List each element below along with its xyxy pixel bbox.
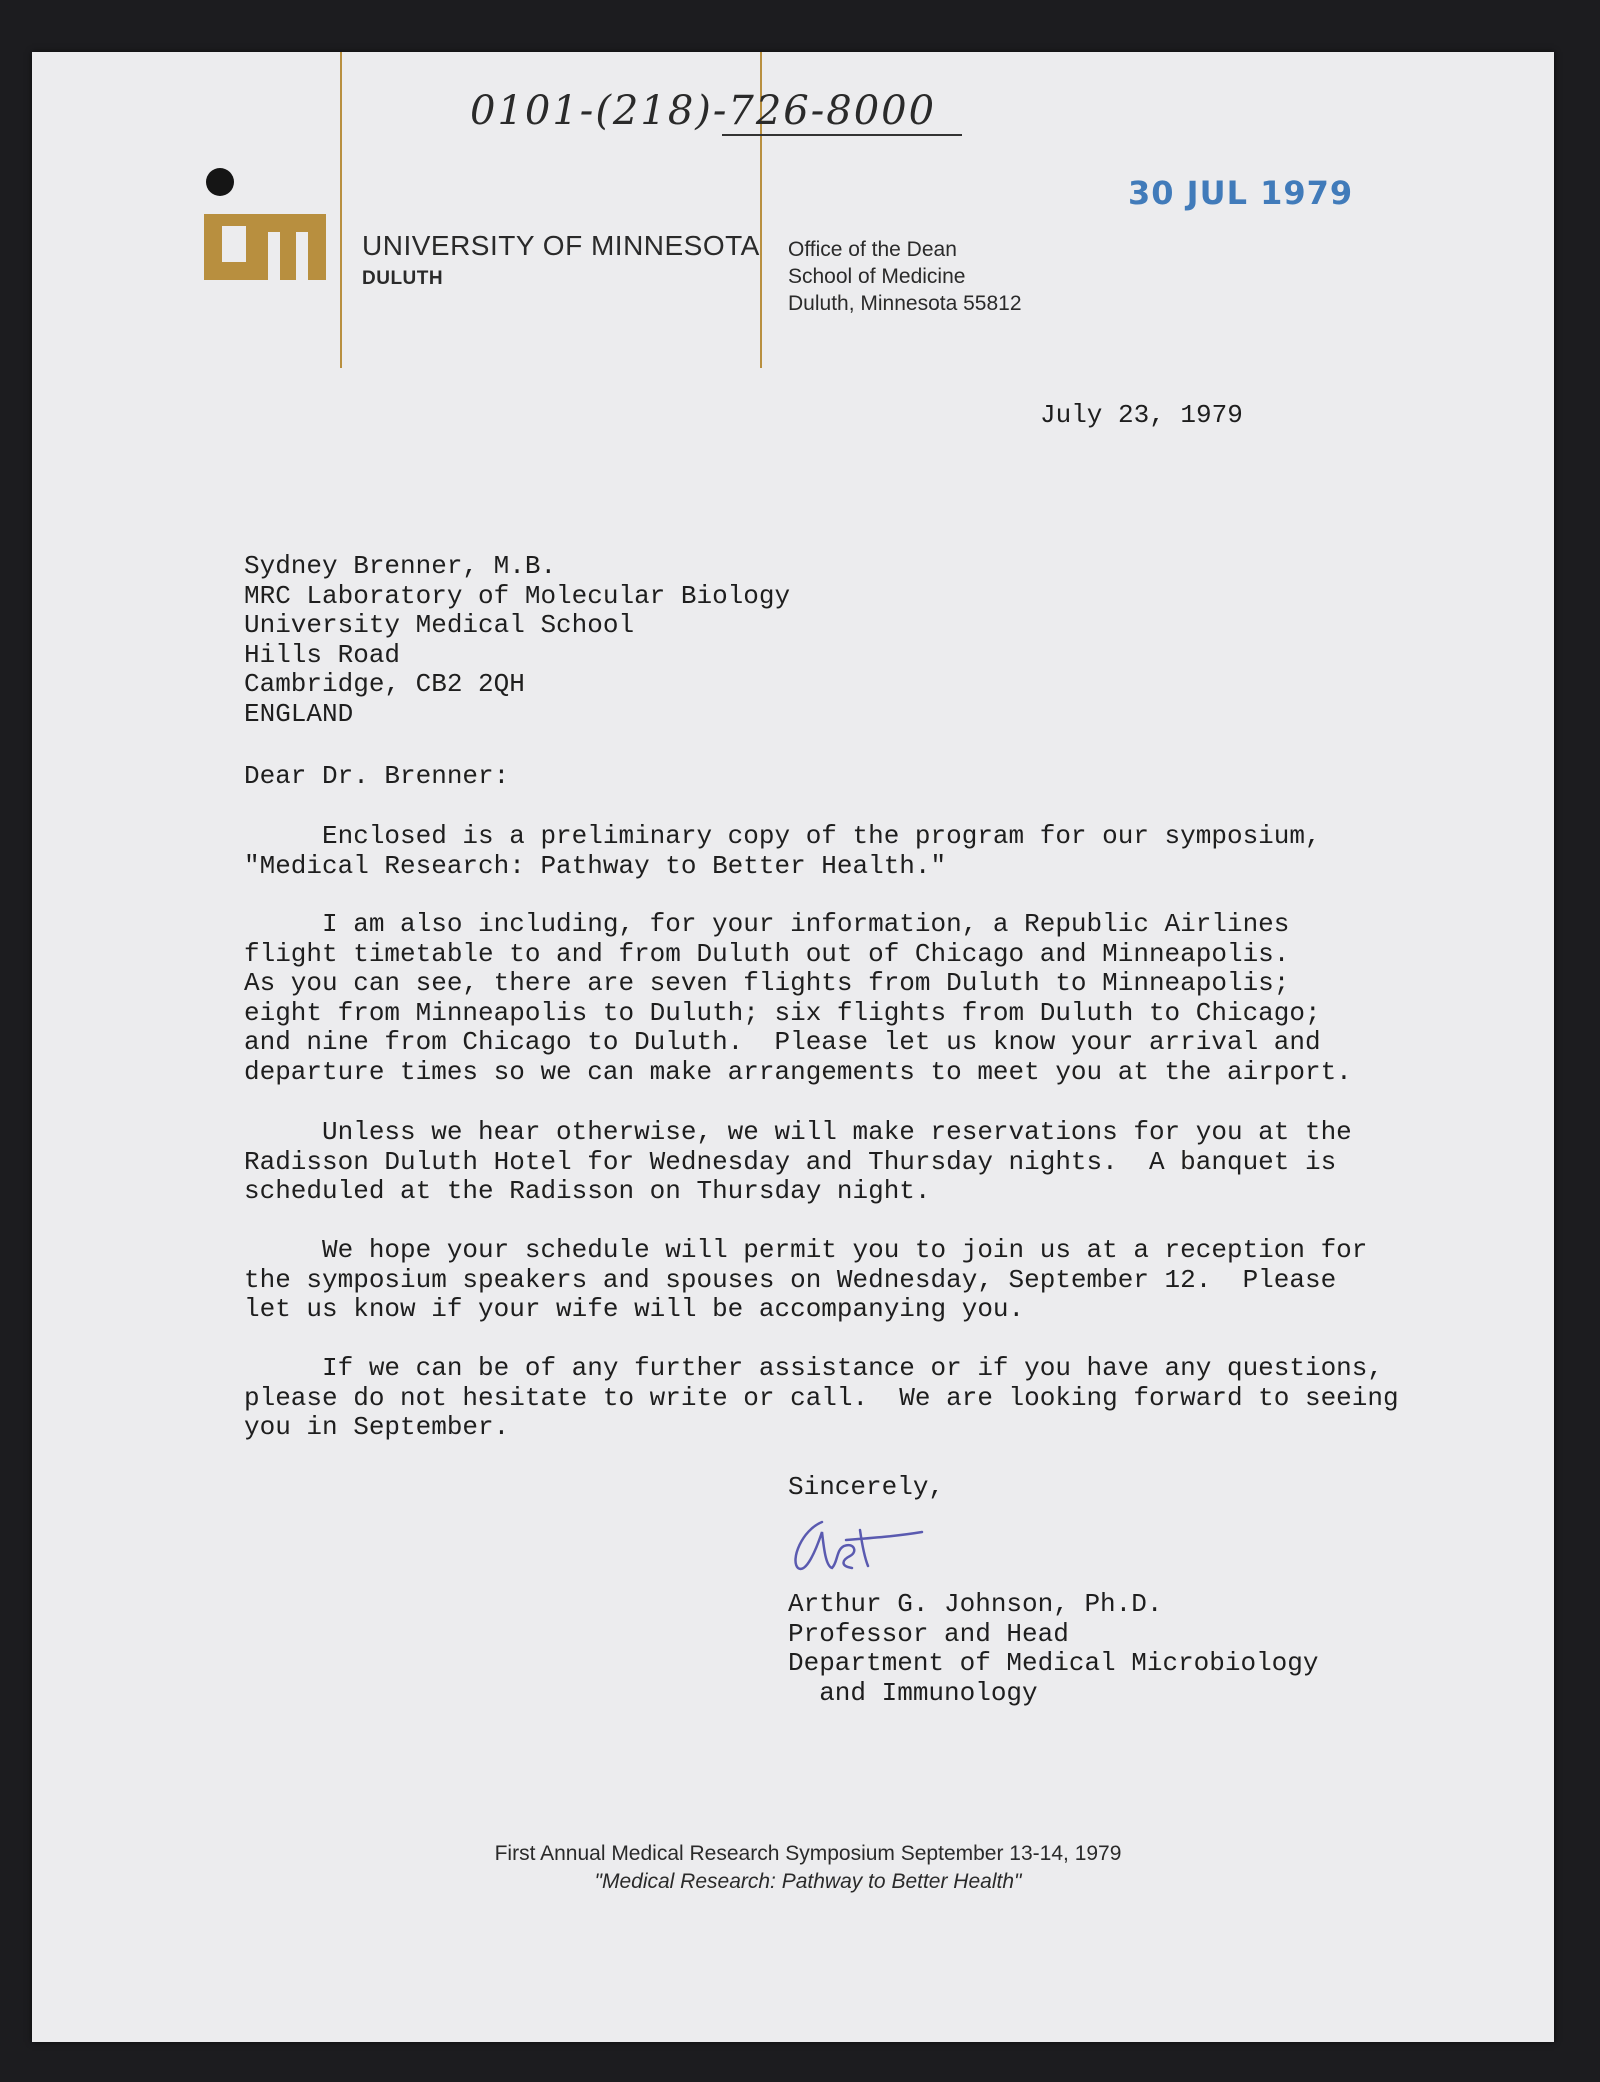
signature-initials: [782, 1510, 784, 1511]
recipient-line: University Medical School: [244, 610, 635, 641]
paragraph-line: you in September.: [244, 1412, 510, 1443]
logo-letters: [200, 162, 201, 163]
body-paragraph-4: [244, 1236, 1424, 1325]
salutation: Dear Dr. Brenner:: [244, 761, 510, 791]
paragraph-line: flight timetable to and from Duluth out of Chicago and Minneapolis.: [244, 938, 1290, 969]
university-logo: [200, 162, 328, 292]
letter-footer: [32, 1840, 1554, 1896]
closing: Sincerely,: [788, 1472, 945, 1502]
received-date-stamp: 30 JUL 1979: [1128, 174, 1354, 212]
letterhead-rule-left: [340, 52, 342, 368]
paragraph-line: let us know if your wife will be accompanying you.: [244, 1294, 1025, 1325]
letter-date: July 23, 1979: [1040, 400, 1243, 430]
recipient-address: [244, 552, 790, 730]
paragraph-line: eight from Minneapolis to Duluth; six flights from Duluth to Chicago;: [244, 997, 1321, 1028]
signer-block: [788, 1590, 1319, 1708]
signature: [782, 1510, 942, 1580]
paragraph-line: As you can see, there are seven flights from Duluth to Minneapolis;: [244, 968, 1290, 999]
office-line: School of Medicine: [788, 265, 966, 288]
paragraph-line: We hope your schedule will permit you to join us at a reception for: [244, 1235, 1368, 1265]
university-name: UNIVERSITY OF MINNESOTA: [362, 230, 760, 261]
recipient-line: Sydney Brenner, M.B.: [244, 551, 557, 581]
signer-line: Arthur G. Johnson, Ph.D.: [788, 1589, 1163, 1619]
signer-line: Professor and Head: [788, 1618, 1069, 1649]
recipient-line: ENGLAND: [244, 698, 354, 729]
office-address: [788, 236, 1022, 317]
signer-line: and Immunology: [788, 1677, 1038, 1708]
paragraph-line: Unless we hear otherwise, we will make reservations for you at the: [244, 1117, 1352, 1147]
office-line: Office of the Dean: [788, 238, 957, 261]
campus-name: DULUTH: [362, 268, 444, 289]
paragraph-line: departure times so we can make arrangements to meet you at the airport.: [244, 1056, 1352, 1087]
footer-line: First Annual Medical Research Symposium September 13-14, 1979: [494, 1842, 1122, 1865]
handwritten-phone-number: 0101-(218)-726-8000: [470, 88, 937, 134]
body-paragraph-3: [244, 1118, 1424, 1207]
signer-line: Department of Medical Microbiology: [788, 1648, 1319, 1679]
recipient-line: Cambridge, CB2 2QH: [244, 669, 525, 700]
paragraph-line: please do not hesitate to write or call. We are looking forward to seeing: [244, 1382, 1399, 1413]
paragraph-line: If we can be of any further assistance or if you have any questions,: [244, 1353, 1383, 1383]
paragraph-line: I am also including, for your information, a Republic Airlines: [244, 909, 1290, 939]
phone-underline: [722, 134, 962, 136]
paragraph-line: scheduled at the Radisson on Thursday night.: [244, 1176, 931, 1207]
letter-page: [32, 52, 1554, 2042]
paragraph-line: Radisson Duluth Hotel for Wednesday and Thursday nights. A banquet is: [244, 1146, 1337, 1177]
recipient-line: MRC Laboratory of Molecular Biology: [244, 580, 791, 611]
paragraph-line: "Medical Research: Pathway to Better Health.": [244, 850, 947, 881]
paragraph-line: the symposium speakers and spouses on Wednesday, September 12. Please: [244, 1264, 1337, 1295]
footer-line: "Medical Research: Pathway to Better Health": [594, 1870, 1022, 1893]
body-paragraph-5: [244, 1354, 1424, 1443]
paragraph-line: Enclosed is a preliminary copy of the program for our symposium,: [244, 821, 1321, 851]
body-paragraph-1: [244, 822, 1424, 881]
body-paragraph-2: [244, 910, 1424, 1088]
recipient-line: Hills Road: [244, 639, 401, 670]
paragraph-line: and nine from Chicago to Duluth. Please let us know your arrival and: [244, 1027, 1321, 1058]
office-line: Duluth, Minnesota 55812: [788, 292, 1022, 315]
